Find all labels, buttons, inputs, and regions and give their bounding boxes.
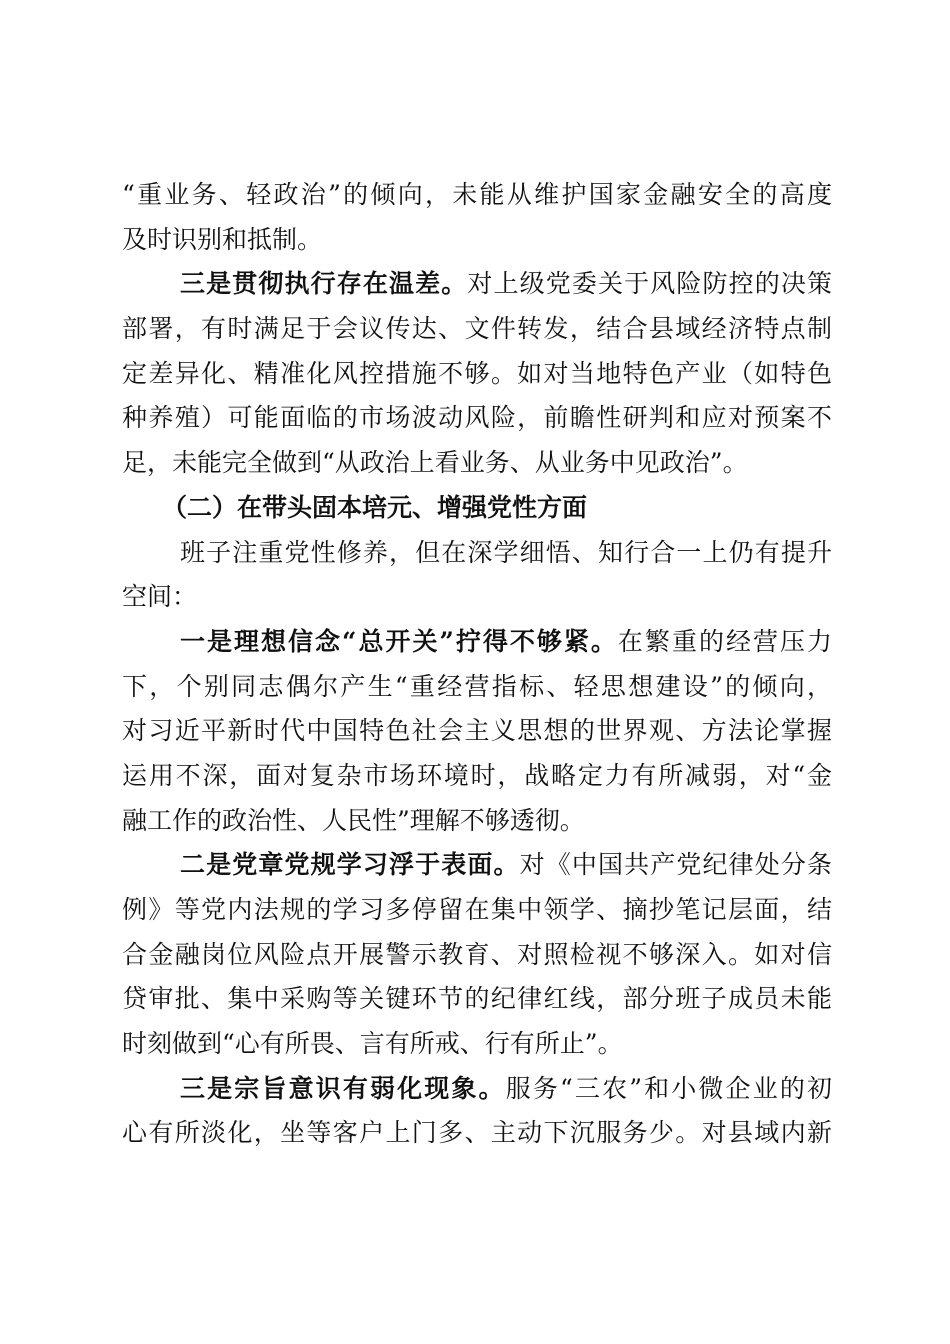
line-text: 部署，有时满足于会议传达、文件转发，结合县域经济特点制 [122, 314, 832, 344]
line-text: “重业务、轻政治”的倾向，未能从维护国家金融安全的高度 [122, 180, 832, 209]
text-line [122, 933, 832, 978]
line-text: 例》等党内法规的学习多停留在集中领学、摘抄笔记层面，结 [122, 895, 832, 924]
line-text: 及时识别和抵制。 [122, 224, 323, 254]
text-line [122, 709, 832, 754]
line-text: 下，个别同志偶尔产生“重经营指标、轻思想建设”的倾向， [122, 671, 832, 701]
line-text: 对上级党委关于风险防控的决策 [467, 269, 832, 299]
section-heading [122, 486, 832, 531]
line-text: 对习近平新时代中国特色社会主义思想的世界观、方法论掌握 [122, 716, 832, 746]
bold-lead: （二）在带头固本培元、增强党性方面 [162, 492, 588, 522]
text-line [122, 799, 832, 844]
text-line [122, 173, 832, 218]
line-text: 融工作的政治性、人民性”理解不够透彻。 [122, 805, 585, 835]
line-text: 班子注重党性修养，但在深学细悟、知行合一上仍有提升 [180, 537, 832, 567]
line-text: 空间： [122, 582, 198, 612]
text-line [122, 754, 832, 799]
text-line [122, 1111, 832, 1156]
bold-lead: 二是党章党规学习浮于表面。 [180, 850, 520, 880]
document-body [122, 173, 832, 1156]
line-text: 对《中国共产党纪律处分条 [519, 850, 832, 880]
line-text: 服务“三农”和小微企业的初 [505, 1073, 832, 1103]
text-line [122, 531, 832, 576]
text-line [122, 218, 832, 263]
text-line [122, 665, 832, 710]
line-text: 运用不深，面对复杂市场环境时，战略定力有所减弱，对“金 [122, 760, 832, 790]
bold-lead: 三是贯彻执行存在温差。 [180, 269, 468, 299]
line-text: 时刻做到“心有所畏、言有所戒、行有所止”。 [122, 1029, 623, 1059]
text-line [122, 307, 832, 352]
text-line [122, 888, 832, 933]
text-line [122, 977, 832, 1022]
line-text: 种养殖）可能面临的市场波动风险，前瞻性研判和应对预案不 [122, 403, 832, 433]
bold-lead: 三是宗旨意识有弱化现象。 [180, 1073, 506, 1103]
line-text: 心有所淡化，坐等客户上门多、主动下沉服务少。对县域内新 [122, 1118, 832, 1148]
text-line [122, 575, 832, 620]
text-line [122, 441, 832, 486]
bold-lead: 一是理想信念“总开关”拧得不够紧。 [180, 626, 618, 656]
line-text: 贷审批、集中采购等关键环节的纪律红线，部分班子成员未能 [122, 984, 832, 1014]
line-text: 在繁重的经营压力 [617, 626, 832, 656]
text-line [122, 1022, 832, 1067]
text-line [122, 620, 832, 665]
line-text: 合金融岗位风险点开展警示教育、对照检视不够深入。如对信 [122, 939, 832, 969]
text-line [122, 1067, 832, 1112]
text-line [122, 352, 832, 397]
text-line [122, 843, 832, 888]
line-text: 足，未能完全做到“从政治上看业务、从业务中见政治”。 [122, 448, 748, 478]
text-line [122, 396, 832, 441]
line-text: 定差异化、精准化风控措施不够。如对当地特色产业（如特色 [122, 358, 832, 388]
text-line [122, 262, 832, 307]
